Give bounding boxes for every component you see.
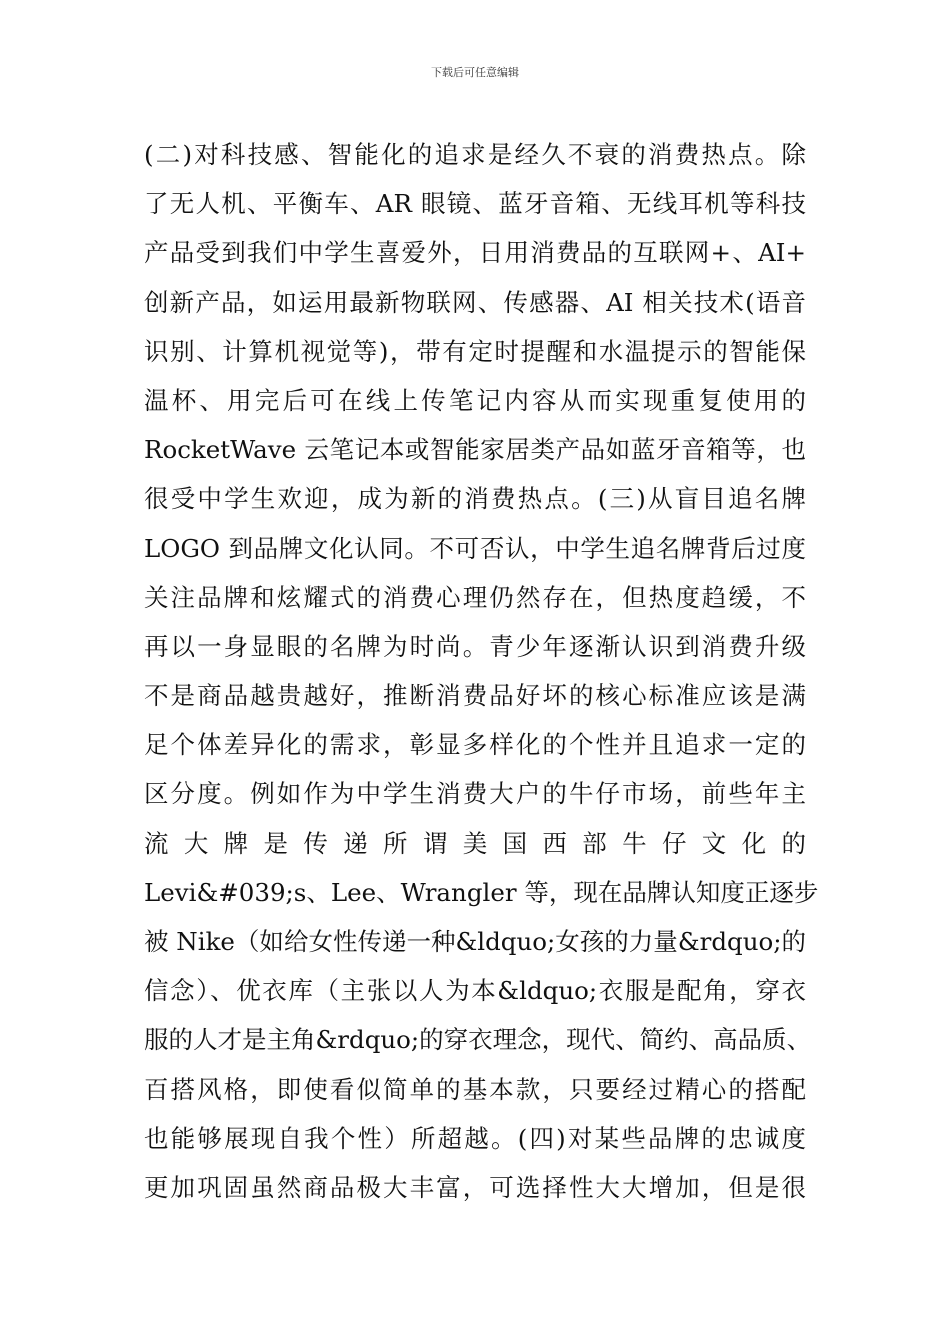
text-line: 也能够展现自我个性）所超越。(四)对某些品牌的忠诚度 <box>144 1123 806 1153</box>
document-body <box>144 130 819 1212</box>
text-line: 关注品牌和炫耀式的消费心理仍然存在，但热度趋缓，不 <box>144 582 806 612</box>
text-line: 了无人机、平衡车、AR 眼镜、蓝牙音箱、无线耳机等科技 <box>144 189 806 219</box>
text-line: 足个体差异化的需求，彰显多样化的个性并且追求一定的 <box>144 730 806 760</box>
text-line: Levi&#039;s、Lee、Wrangler 等，现在品牌认知度正逐步 <box>144 877 819 907</box>
text-line: RocketWave 云笔记本或智能家居类产品如蓝牙音箱等，也 <box>144 435 806 465</box>
text-line: 更加巩固虽然商品极大丰富，可选择性大大增加，但是很 <box>144 1172 806 1202</box>
text-line: 流 大 牌 是 传 递 所 谓 美 国 西 部 牛 仔 文 化 的 <box>144 828 806 858</box>
text-line: 百搭风格，即使看似简单的基本款，只要经过精心的搭配 <box>144 1074 806 1104</box>
text-line: 温杯、用完后可在线上传笔记内容从而实现重复使用的 <box>144 385 806 415</box>
text-line: LOGO 到品牌文化认同。不可否认，中学生追名牌背后过度 <box>144 533 806 563</box>
text-line: 服的人才是主角&rdquo;的穿衣理念，现代、简约、高品质、 <box>144 1025 812 1055</box>
text-line: 创新产品，如运用最新物联网、传感器、AI 相关技术(语音 <box>144 287 806 317</box>
text-line: (二)对科技感、智能化的追求是经久不衰的消费热点。除 <box>144 140 806 169</box>
text-line: 被 Nike（如给女性传递一种&ldquo;女孩的力量&rdquo;的 <box>144 927 806 956</box>
text-line: 产品受到我们中学生喜爱外，日用消费品的互联网+、AI+ <box>144 238 806 268</box>
text-line: 区分度。例如作为中学生消费大户的牛仔市场，前些年主 <box>144 779 806 809</box>
page-header: 下载后可任意编辑 <box>431 66 519 79</box>
text-line: 很受中学生欢迎，成为新的消费热点。(三)从盲目追名牌 <box>144 484 806 514</box>
text-line: 识别、计算机视觉等)，带有定时提醒和水温提示的智能保 <box>144 336 806 366</box>
text-line: 再以一身显眼的名牌为时尚。青少年逐渐认识到消费升级 <box>144 631 806 661</box>
text-line: 不是商品越贵越好，推断消费品好坏的核心标准应该是满 <box>144 681 806 711</box>
text-line: 信念）、优衣库（主张以人为本&ldquo;衣服是配角，穿衣 <box>144 976 806 1006</box>
